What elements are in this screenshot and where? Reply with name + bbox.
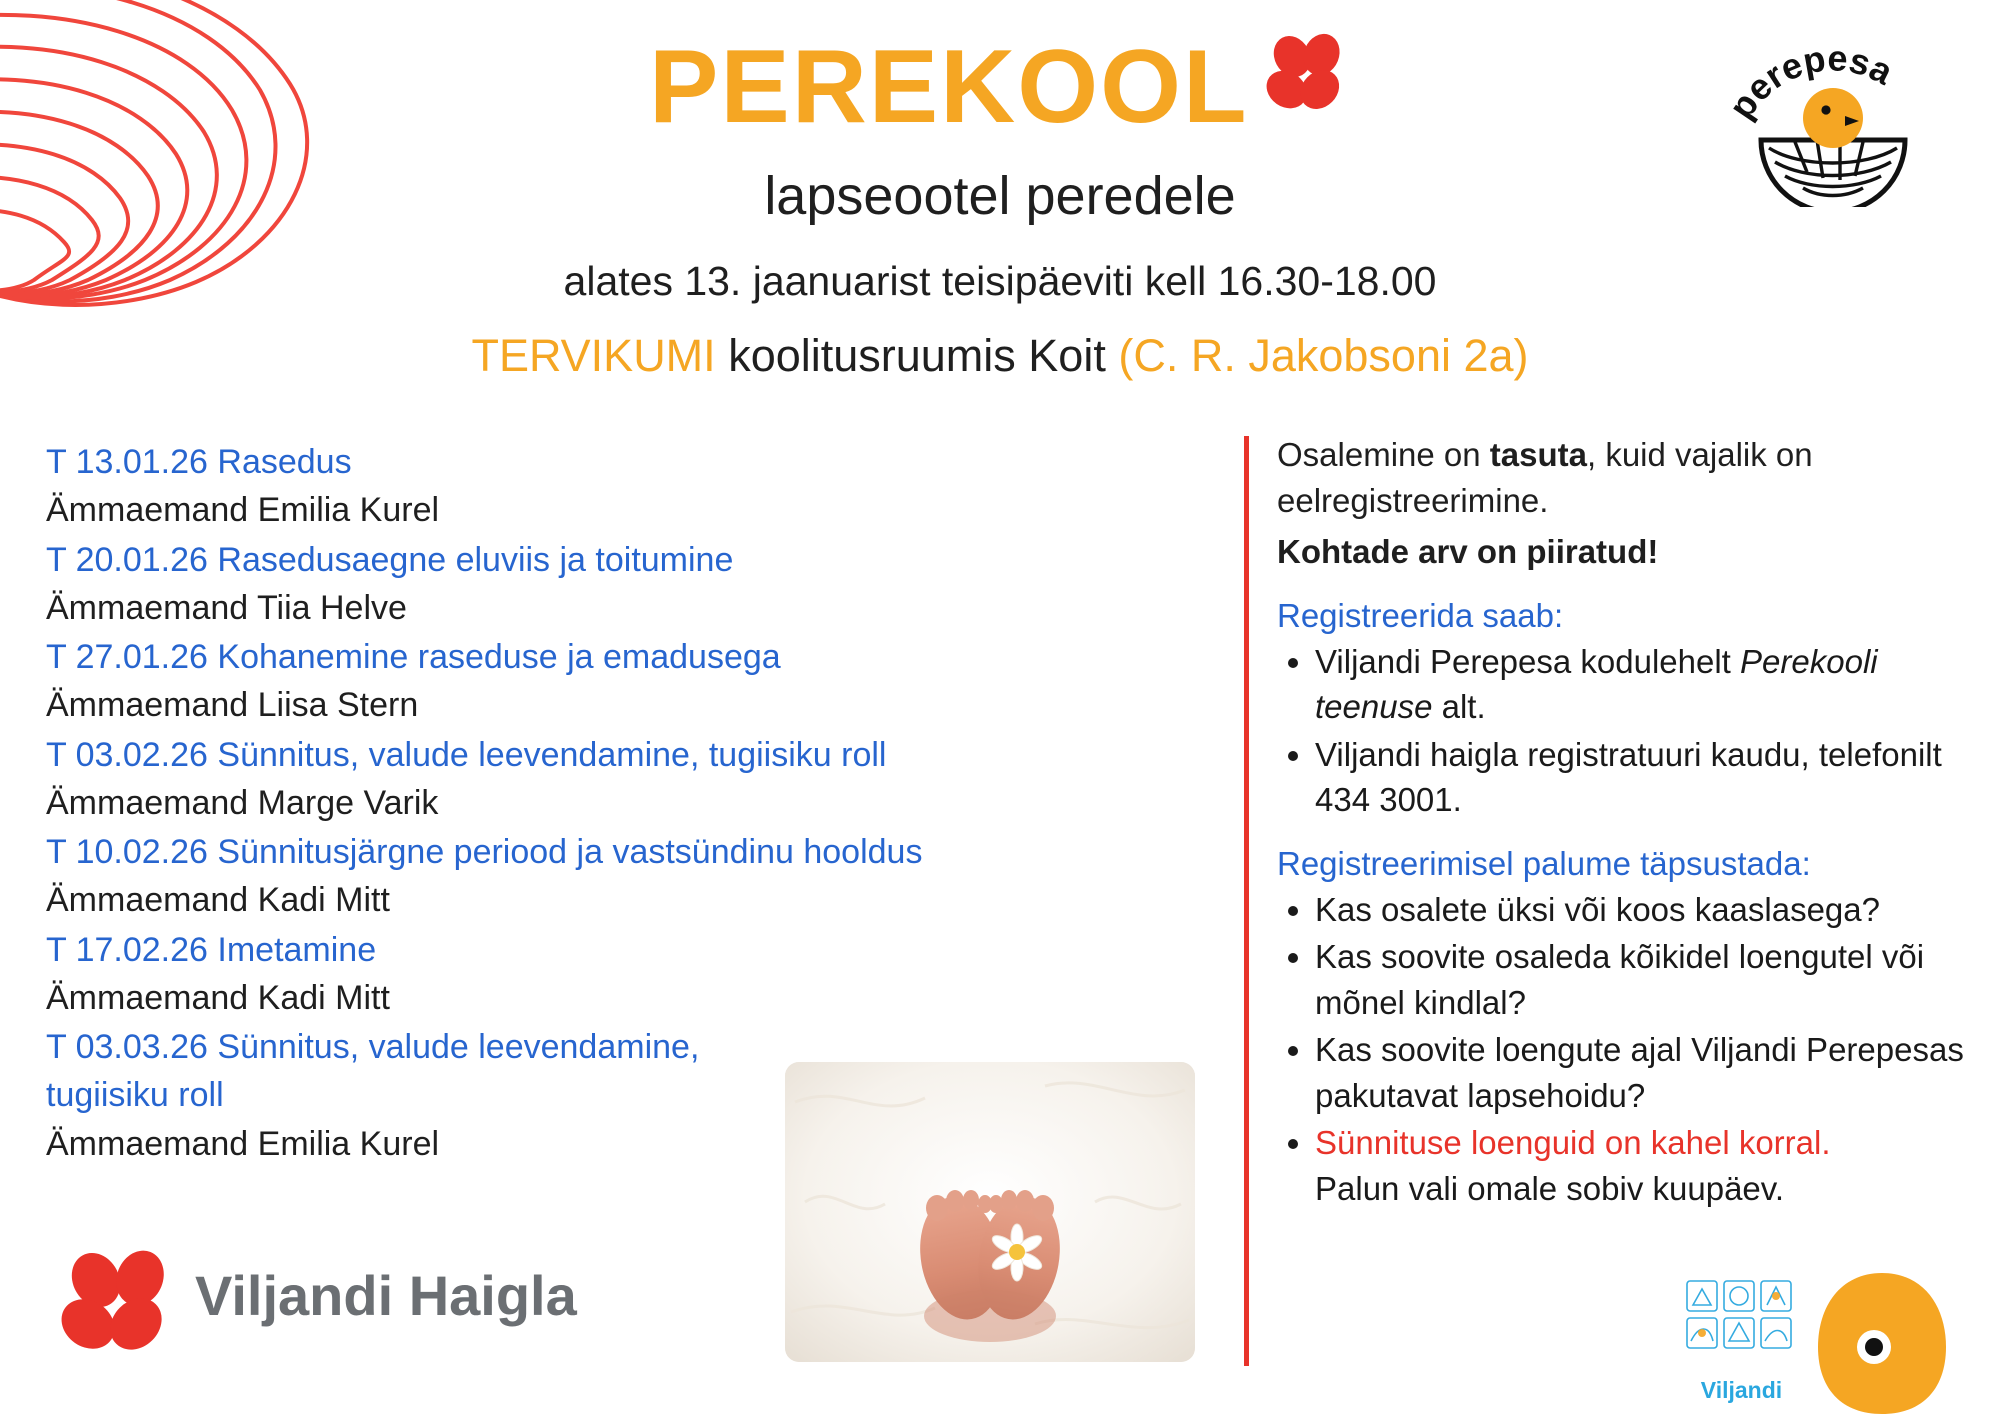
list-item — [1315, 639, 1967, 730]
svg-text:perepesa: perepesa — [1725, 37, 1900, 126]
lecture-person: Ämmaemand Kadi Mitt — [46, 881, 390, 920]
list-item — [46, 731, 1196, 828]
lecture-title: T 13.01.26 Rasedus — [46, 443, 352, 481]
list-item — [1315, 934, 1967, 1025]
list-item — [46, 633, 1196, 730]
venue-address: (C. R. Jakobsoni 2a) — [1118, 330, 1529, 381]
specify-item-warning: Sünnituse loenguid on kahel korral. — [1315, 1124, 1831, 1162]
vertical-divider — [1244, 436, 1249, 1366]
participation-post: , kuid vajalik on eelregistreerimine. — [1277, 436, 1813, 519]
lecture-title: T 03.02.26 Sünnitus, valude leevendamine, tugiisiku roll — [46, 735, 887, 774]
register-list — [1277, 639, 1967, 823]
flower-icon — [1259, 27, 1351, 124]
participation-pre: Osalemine on — [1277, 436, 1490, 473]
hospital-name: Viljandi Haigla — [195, 1264, 577, 1327]
participation-text — [1277, 432, 1967, 523]
register-item-pre: Viljandi Perepesa kodulehelt — [1315, 642, 1741, 680]
subtitle-venue — [0, 330, 2000, 382]
specify-item-text: Kas soovite loengute ajal Viljandi Perepesas pakutavat lapsehoidu? — [1315, 1031, 1964, 1114]
list-item — [46, 828, 1196, 925]
page-title: PEREKOOL — [648, 29, 1249, 145]
lecture-title: T 03.03.26 Sünnitus, valude leevendamine, tugiisiku roll — [46, 1028, 700, 1115]
lecture-person: Ämmaemand Kadi Mitt — [46, 978, 390, 1017]
list-item — [46, 438, 1196, 535]
chick-logo — [1812, 1269, 1952, 1414]
register-item-phone: Viljandi haigla registratuuri kaudu, telefonilt 434 3001. — [1315, 735, 1942, 819]
lecture-title: T 17.02.26 Imetamine — [46, 930, 377, 969]
register-item-post: alt. — [1432, 688, 1486, 726]
lecture-title: T 20.01.26 Rasedusaegne eluviis ja toitumine — [46, 540, 734, 579]
list-item — [1315, 1027, 1967, 1118]
perepesa-logo — [1725, 22, 1940, 207]
venue-prefix: TERVIKUMI — [471, 330, 716, 381]
lecture-list — [46, 438, 1196, 1169]
subtitle-audience: lapseootel peredele — [764, 166, 1236, 226]
viljandi-city-label: Viljandi — [1700, 1377, 1783, 1403]
lecture-person: Ämmaemand Liisa Stern — [46, 686, 419, 725]
lecture-person: Ämmaemand Tiia Helve — [46, 588, 407, 627]
list-item — [46, 536, 1196, 633]
register-item-service: Perekooli teenuse — [1315, 642, 1878, 726]
lecture-title: T 10.02.26 Sünnitusjärgne periood ja vastsündinu hooldus — [46, 833, 923, 872]
limited-seats-text: Kohtade arv on piiratud! — [1277, 533, 1659, 571]
poster-header — [0, 0, 2000, 420]
register-heading: Registreerida saab: — [1277, 596, 1564, 634]
lecture-person: Ämmaemand Emilia Kurel — [46, 1124, 440, 1163]
list-item — [1315, 1120, 1967, 1211]
participation-free: tasuta — [1489, 436, 1587, 473]
venue-middle: koolitusruumis Koit — [715, 330, 1119, 381]
specify-item-text: Kas osalete üksi või koos kaaslasega? — [1315, 890, 1880, 928]
list-item — [1315, 887, 1967, 933]
lecture-title: T 27.01.26 Kohanemine raseduse ja emadusega — [46, 638, 781, 677]
info-panel — [1277, 432, 1967, 1213]
title-row — [0, 28, 2000, 147]
lecture-person: Ämmaemand Emilia Kurel — [46, 491, 440, 530]
newborn-feet-photo — [785, 1062, 1195, 1362]
lecture-person: Ämmaemand Marge Varik — [46, 783, 439, 822]
list-item — [46, 926, 1196, 1023]
specify-list — [1277, 887, 1967, 1212]
specify-item-extra: Palun vali omale sobiv kuupäev. — [1315, 1169, 1784, 1207]
specify-heading: Registreerimisel palume täpsustada: — [1277, 844, 1811, 882]
specify-item-text: Kas soovite osaleda kõikidel loengutel või mõnel kindlal? — [1315, 938, 1925, 1021]
subtitle-schedule: alates 13. jaanuarist teisipäeviti kell 16.30-18.00 — [563, 258, 1437, 304]
list-item — [1315, 732, 1967, 823]
